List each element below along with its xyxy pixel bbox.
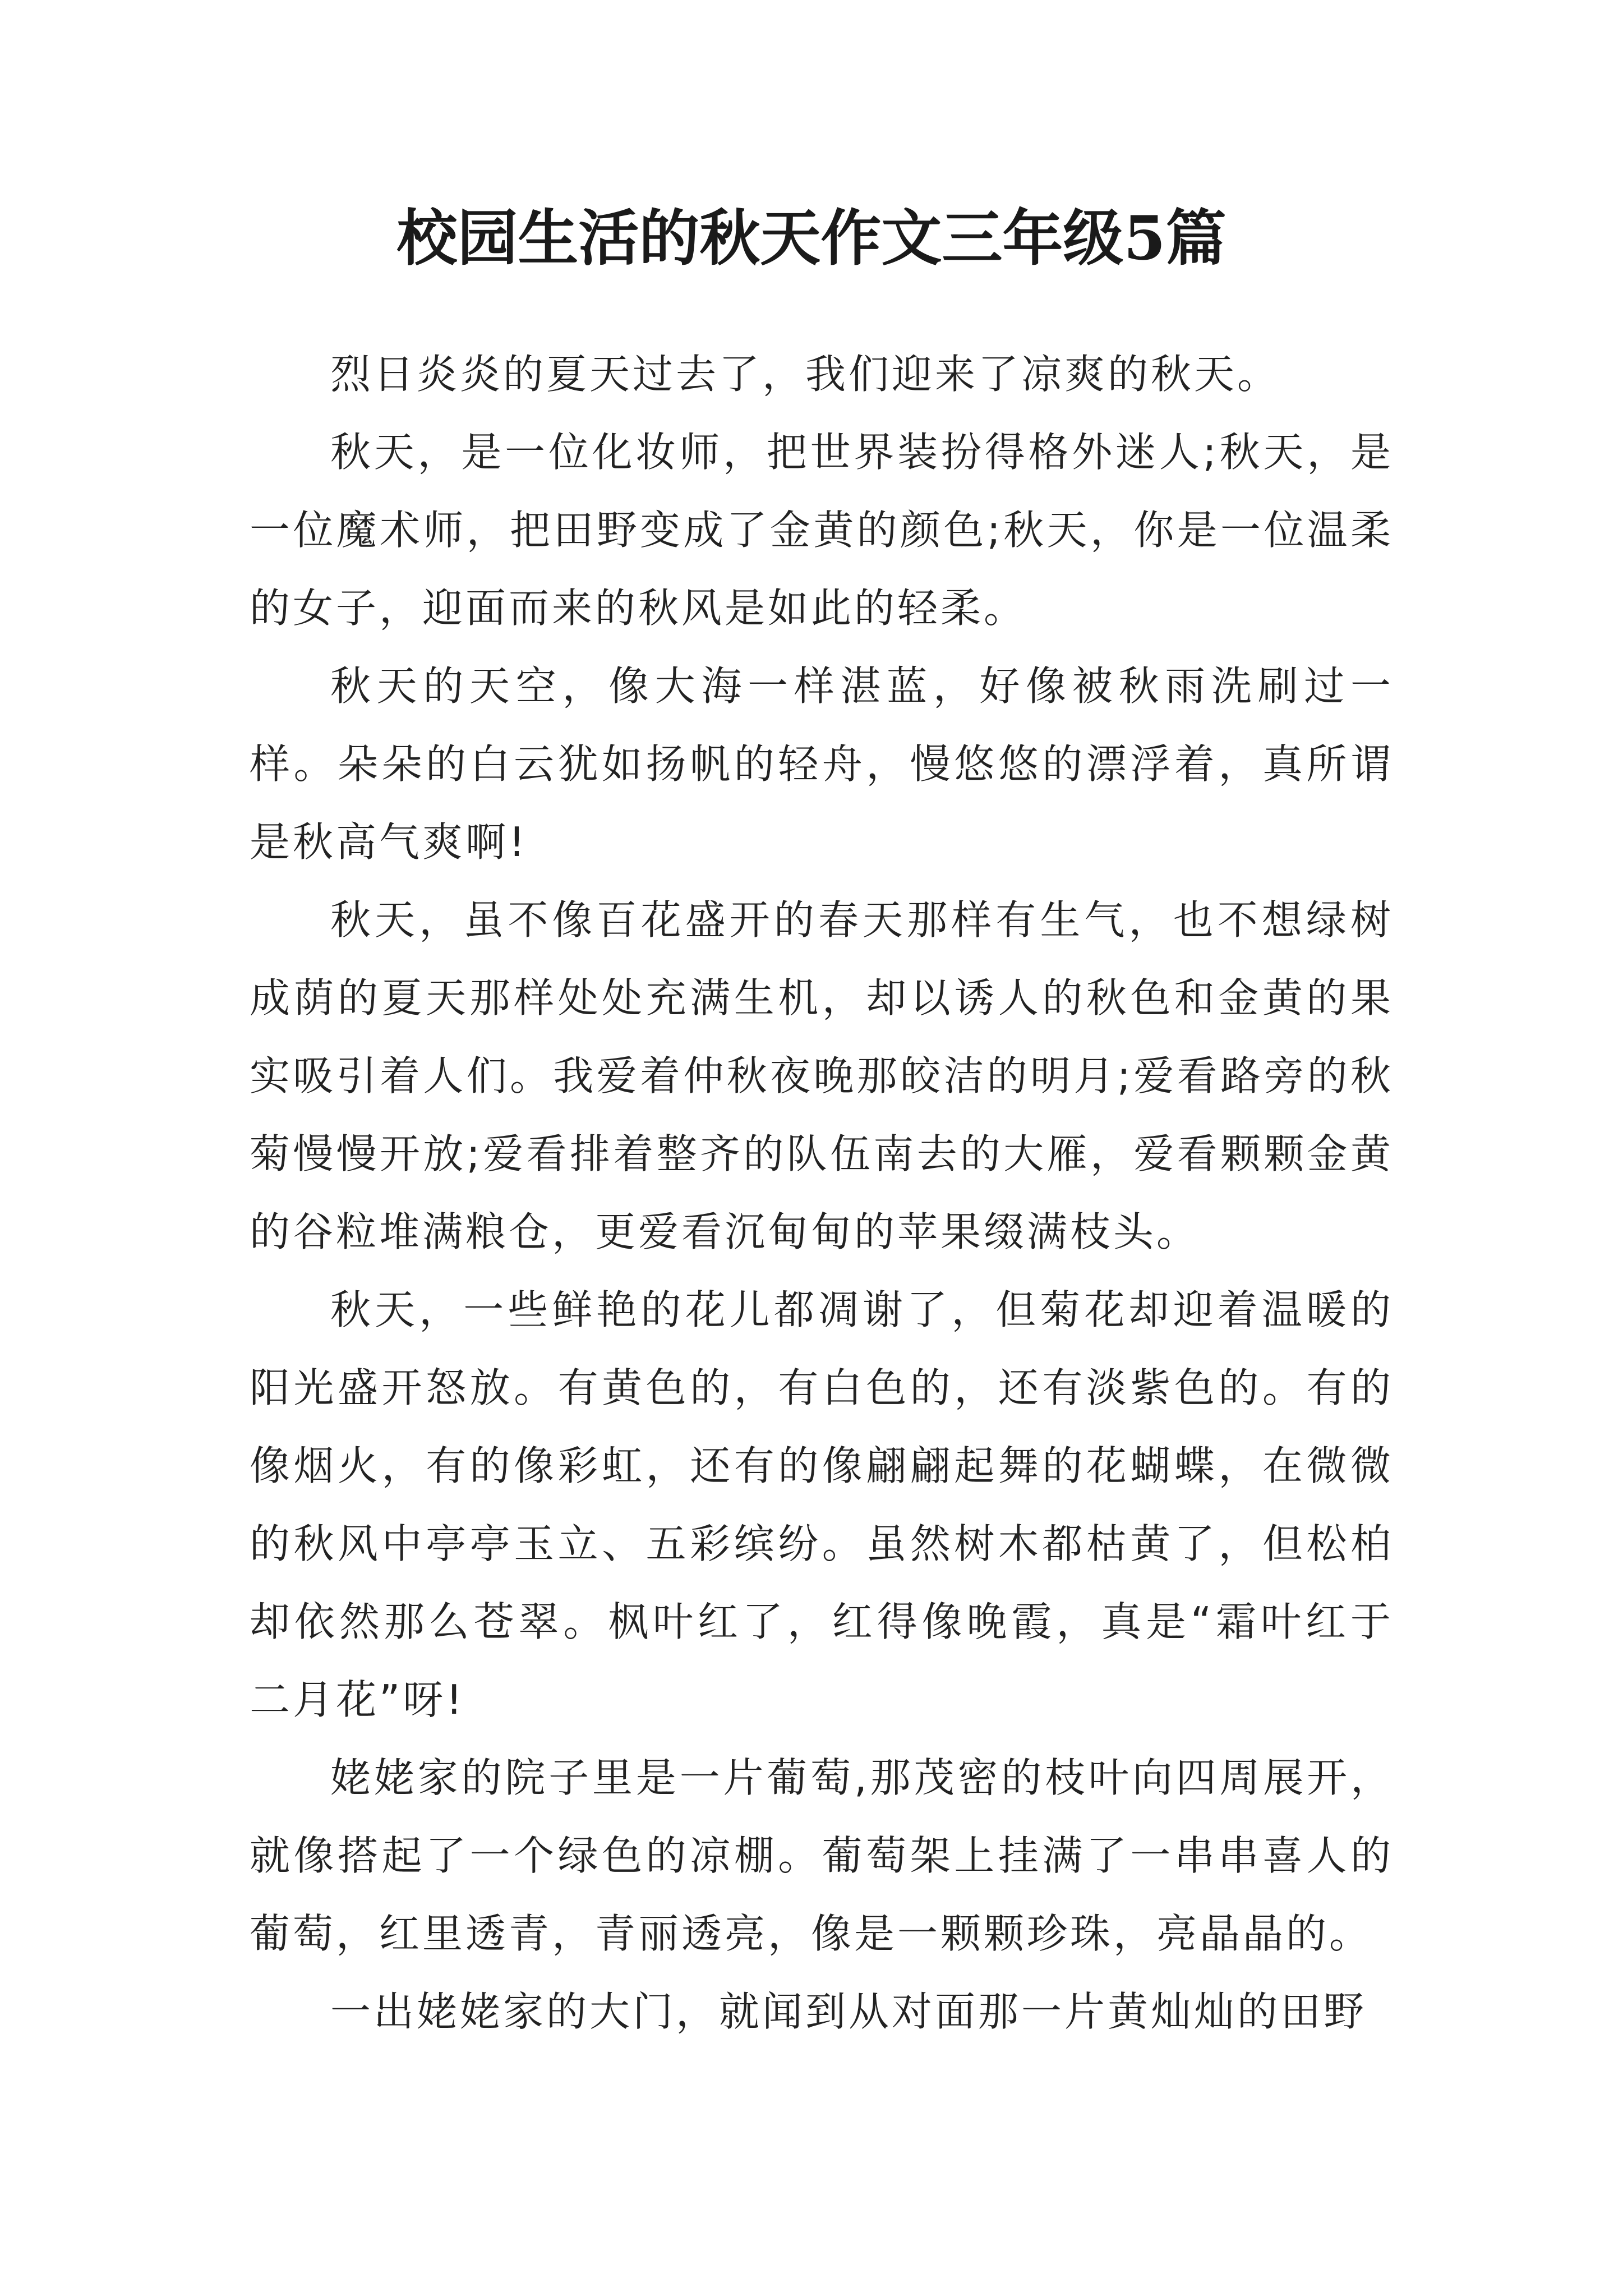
paragraph: 秋天，是一位化妆师，把世界装扮得格外迷人;秋天，是一位魔术师，把田野变成了金黄的颜色;秋天，你是一位温柔的女子，迎面而来的秋风是如此的轻柔。 [250, 429, 1394, 632]
paragraph: 秋天的天空，像大海一样湛蓝，好像被秋雨洗刷过一样。朵朵的白云犹如扬帆的轻舟，慢悠悠的漂浮着，真所谓是秋高气爽啊! [250, 662, 1394, 866]
paragraph: 姥姥家的院子里是一片葡萄,那茂密的枝叶向四周展开，就像搭起了一个绿色的凉棚。葡萄架上挂满了一串串喜人的葡萄，红里透青，青丽透亮，像是一颗颗珍珠，亮晶晶的。 [250, 1754, 1394, 1957]
paragraph: 秋天，一些鲜艳的花儿都凋谢了，但菊花却迎着温暖的阳光盛开怒放。有黄色的，有白色的，还有淡紫色的。有的像烟火，有的像彩虹，还有的像翩翩起舞的花蝴蝶，在微微的秋风中亭亭玉立、五彩缤纷。虽然树木都枯黄了，但松柏却依然那么苍翠。枫叶红了，红得像晚霞，真是“霜叶红于二月花”呀! [250, 1286, 1394, 1723]
paragraph: 一出姥姥家的大门，就闻到从对面那一片黄灿灿的田野 [330, 1988, 1367, 2035]
paragraph: 烈日炎炎的夏天过去了，我们迎来了凉爽的秋天。 [330, 351, 1281, 398]
article-body [250, 335, 1394, 2051]
paragraph: 秋天，虽不像百花盛开的春天那样有生气，也不想绿树成荫的夏天那样处处充满生机，却以诱人的秋色和金黄的果实吸引着人们。我爱着仲秋夜晚那皎洁的明月;爱看路旁的秋菊慢慢开放;爱看排着整齐的队伍南去的大雁，爱看颗颗金黄的谷粒堆满粮仓，更爱看沉甸甸的苹果缀满枝头。 [250, 896, 1394, 1255]
page-title: 校园生活的秋天作文三年级5篇 [396, 203, 1227, 274]
